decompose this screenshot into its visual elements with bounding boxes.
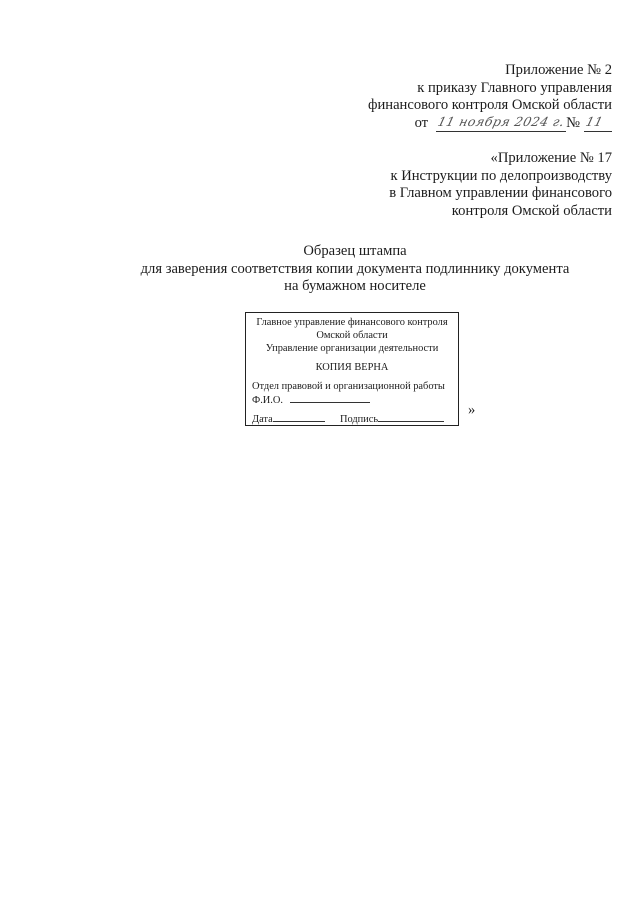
- stamp-date-line: [273, 412, 325, 422]
- appendix-2-org-line: финансового контроля Омской области: [368, 97, 612, 113]
- appendix-2-title: Приложение № 2: [505, 62, 612, 78]
- appendix-2-date-number-row: [368, 115, 612, 133]
- number-field: [584, 115, 612, 132]
- handwritten-date: 11 ноября 2024 г.: [436, 113, 567, 129]
- stamp-date-signature-row: [252, 412, 452, 426]
- stamp-signature-line: [378, 412, 444, 422]
- appendix-17-title: «Приложение № 17: [490, 150, 612, 166]
- appendix-2-header: [368, 62, 612, 132]
- stamp-copy-label: КОПИЯ ВЕРНА: [315, 362, 389, 373]
- handwritten-number: 11: [584, 113, 605, 129]
- stamp-date-label: Дата: [252, 414, 273, 425]
- date-field: [436, 115, 566, 132]
- stamp-signature-label: Подпись: [339, 414, 379, 425]
- title-line-3: на бумажном носителе: [284, 278, 426, 294]
- stamp-org-line-1: Главное управление финансового контроля: [256, 317, 448, 328]
- stamp-fio-label: Ф.И.О.: [252, 395, 284, 406]
- stamp-division: Управление организации деятельности: [265, 343, 439, 354]
- title-line-1: Образец штампа: [303, 243, 407, 259]
- document-title: [0, 243, 640, 296]
- appendix-17-org-line-2: контроля Омской области: [451, 202, 612, 219]
- appendix-17-org-line-1: в Главном управлении финансового: [389, 185, 612, 201]
- date-prefix: от: [414, 114, 429, 131]
- stamp-fio-line: [290, 393, 370, 403]
- stamp-department: Отдел правовой и организационной работы: [252, 381, 445, 392]
- stamp-sample-box: [245, 312, 459, 426]
- stamp-fio-row: [252, 393, 452, 407]
- appendix-17-header: [389, 150, 612, 220]
- appendix-2-order-line: к приказу Главного управления: [417, 79, 612, 96]
- title-line-2: для заверения соответствия копии документа подлиннику документа: [140, 260, 570, 277]
- number-prefix: №: [566, 114, 580, 131]
- closing-quote: »: [468, 402, 476, 418]
- appendix-17-instruction-line: к Инструкции по делопроизводству: [390, 167, 612, 184]
- stamp-org-line-2: Омской области: [316, 330, 388, 341]
